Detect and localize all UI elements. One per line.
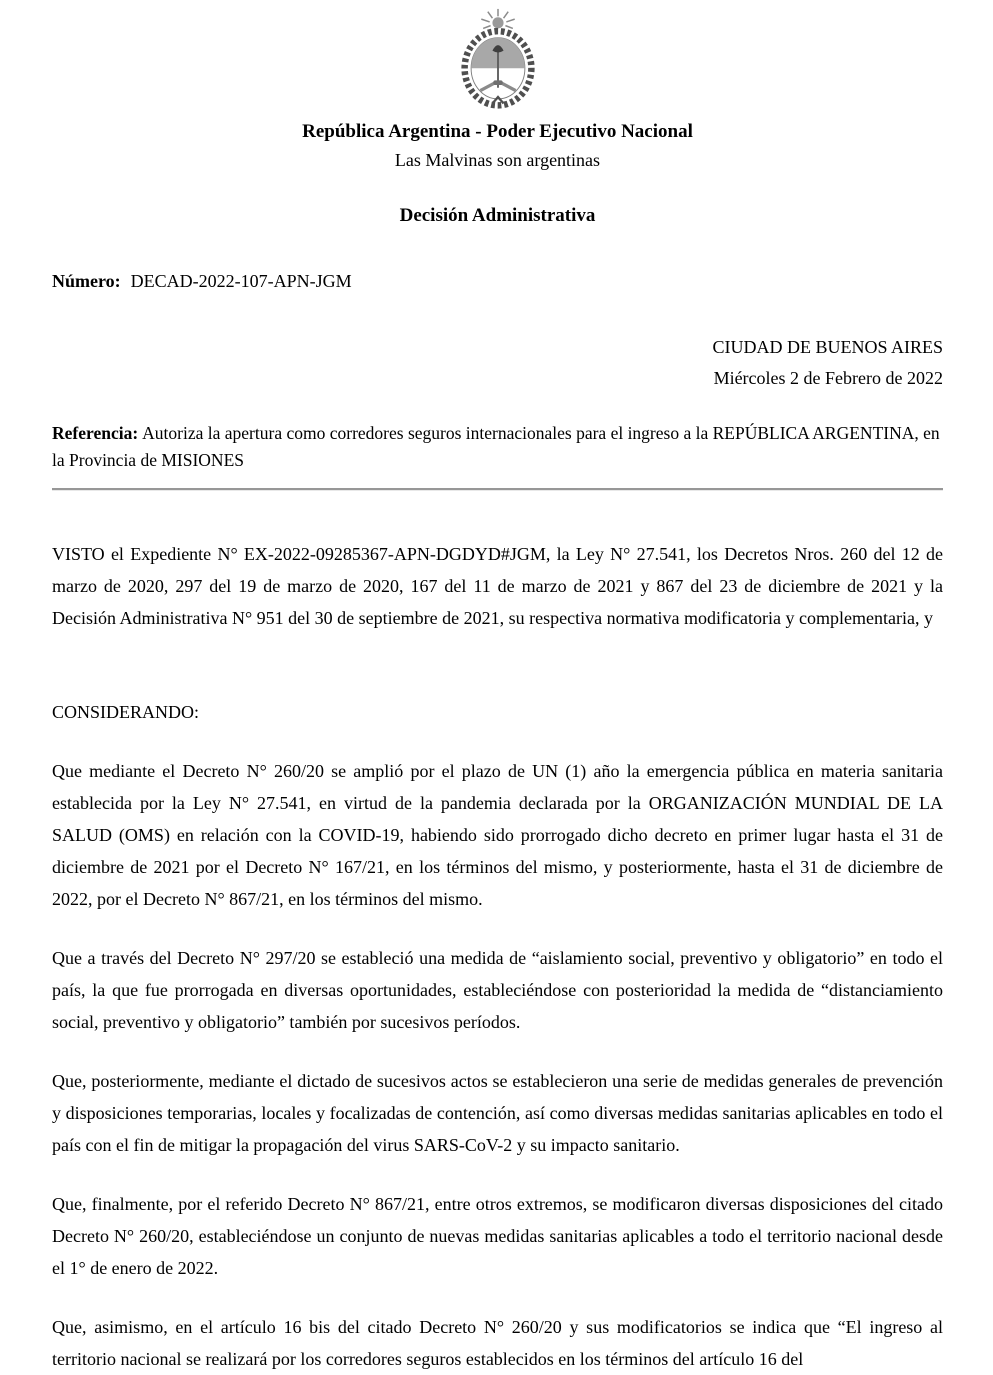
number-label: Número: <box>52 271 121 291</box>
considerando-paragraph-1: Que mediante el Decreto N° 260/20 se amplió por el plazo de UN (1) año la emergencia pública en materia sanitaria establecida por la Ley N° 27.541, en virtud de la pandemia declarada por la ORGANIZACIÓN MUNDIAL DE LA SALUD (OMS) en relación con la COVID-19, habiendo sido prorrogado dicho decreto en primer lugar hasta el 31 de diciembre de 2021 por el Decreto N° 167/21, en los términos del mismo, y posteriormente, hasta el 31 de diciembre de 2022, por el Decreto N° 867/21, en los términos del mismo. <box>52 761 943 909</box>
date-line: Miércoles 2 de Febrero de 2022 <box>713 368 943 388</box>
number-value: DECAD-2022-107-APN-JGM <box>130 271 352 291</box>
header-emblem <box>52 8 943 115</box>
header-slogan: Las Malvinas son argentinas <box>394 150 601 170</box>
considerando-paragraph-2: Que a través del Decreto N° 297/20 se estableció una medida de “aislamiento social, preventivo y obligatorio” en todo el país, la que fue prorrogada en diversas oportunidades, estableciéndose con posterioridad la medida de “distanciamiento social, preventivo y obligatorio” también por sucesivos períodos. <box>52 948 943 1032</box>
section-divider <box>52 488 943 490</box>
reference-block <box>52 420 943 474</box>
argentina-coat-of-arms-icon <box>442 97 554 114</box>
considerando-heading: CONSIDERANDO: <box>52 702 200 722</box>
org-title: República Argentina - Poder Ejecutivo Nacional <box>302 121 693 142</box>
considerando-paragraph-4: Que, finalmente, por el referido Decreto N° 867/21, entre otros extremos, se modificaron diversas disposiciones del citado Decreto N° 260/20, estableciéndose un conjunto de nuevas medidas sanitarias aplicables a todo el territorio nacional desde el 1° de enero de 2022. <box>52 1194 943 1278</box>
considerando-paragraph-5: Que, asimismo, en el artículo 16 bis del citado Decreto N° 260/20 y sus modificatorios se indica que “El ingreso al territorio nacional se realizará por los corredores seguros establecidos en los términos del artículo 16 del <box>52 1317 943 1369</box>
visto-paragraph: VISTO el Expediente N° EX-2022-09285367-APN-DGDYD#JGM, la Ley N° 27.541, los Decretos Nros. 260 del 12 de marzo de 2020, 297 del 19 de marzo de 2020, 167 del 11 de marzo de 2021 y 867 del 23 de diciembre de 2021 y la Decisión Administrativa N° 951 del 30 de septiembre de 2021, su respectiva normativa modificatoria y complementaria, y <box>52 544 943 628</box>
reference-text: Autoriza la apertura como corredores seguros internacionales para el ingreso a la REPÚBLICA ARGENTINA, en la Provincia de MISIONES <box>52 423 940 470</box>
considerando-paragraph-3: Que, posteriormente, mediante el dictado de sucesivos actos se establecieron una serie de medidas generales de prevención y disposiciones temporarias, locales y focalizadas de contención, así como diversas medidas sanitarias aplicables en todo el país con el fin de mitigar la propagación del virus SARS-CoV-2 y su impacto sanitario. <box>52 1071 943 1155</box>
document-type-title: Decisión Administrativa <box>399 205 596 226</box>
city-line: CIUDAD DE BUENOS AIRES <box>712 337 943 357</box>
document-number-row <box>52 271 943 292</box>
reference-label: Referencia: <box>52 423 139 443</box>
place-date-block <box>52 332 943 394</box>
